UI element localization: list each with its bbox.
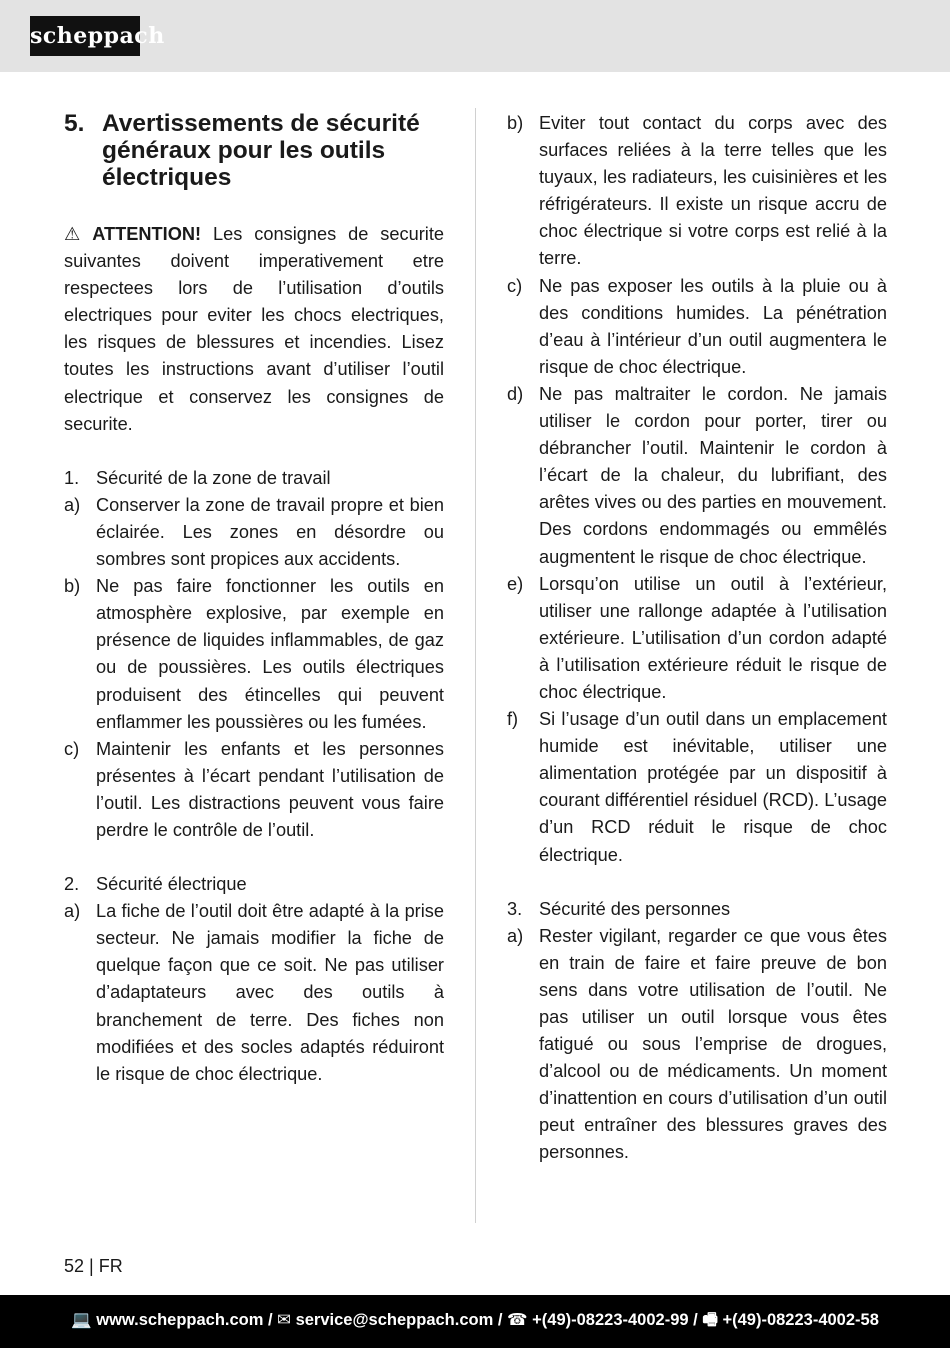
subsection-heading (507, 896, 887, 923)
subsection-heading (64, 465, 444, 492)
item-text: Conserver la zone de travail propre et bien éclairée. Les zones en désordre ou sombres sont propices aux accidents. (96, 494, 444, 570)
list-item (64, 492, 444, 573)
item-label: e) (507, 573, 524, 594)
list-item (507, 923, 887, 1167)
section-number: 5. (64, 110, 85, 137)
item-text: La fiche de l’outil doit être adapté à la prise secteur. Ne jamais modifier la fiche de quelque façon que ce soit. Ne pas utiliser d’adaptateurs avec des outils à branchement de terre. Des fiches non modifiées et des socles adaptés réduiront le risque de choc électrique. (96, 901, 444, 1084)
page-info (64, 1256, 123, 1277)
list-item (64, 736, 444, 844)
item-text: Ne pas faire fonctionner les outils en atmosphère explosive, par exemple en présence de liquides inflammables, de gaz ou de poussières. Les outils électriques produisent des étincelles qui peuvent enflammer les poussières ou les fumées. (96, 576, 444, 732)
item-label: f) (507, 709, 519, 730)
item-label: a) (64, 494, 81, 515)
column-divider (475, 108, 476, 1223)
item-label: b) (507, 113, 524, 133)
right-column (507, 110, 887, 1167)
left-column (64, 110, 444, 1088)
subsection-title: Sécurité des personnes (539, 898, 731, 919)
item-text: Maintenir les enfants et les personnes présentes à l’écart pendant l’utilisation de l’outil. Les distractions peuvent vous faire perdre le contrôle de l’outil. (96, 738, 444, 840)
warning-paragraph (64, 221, 444, 438)
subsection-title: Sécurité électrique (96, 874, 247, 895)
page-separator: | (89, 1256, 94, 1276)
list-item (507, 571, 887, 706)
item-text: Si l’usage d’un outil dans un emplacement humide est inévitable, utiliser une alimentation protégée par un dispositif à courant différentiel résiduel (RCD). L’usage d’un RCD réduit le risque de choc électrique. (539, 709, 887, 865)
item-label: c) (507, 275, 523, 296)
footer-contact-bar: 💻 www.scheppach.com / ✉ service@scheppach.com / ☎ +(49)-08223-4002-99 / 🖷 +(49)-08223-4002-58 (0, 1295, 950, 1348)
item-text: Eviter tout contact du corps avec des surfaces reliées à la terre telles que les tuyaux, les radiateurs, les cuisinières et les réfrigérateurs. Il existe un risque accru de choc électrique si votre corps est relié à la terre. (539, 113, 887, 269)
list-item (507, 273, 887, 381)
section-electrical (64, 871, 444, 1088)
item-label: d) (507, 383, 524, 404)
subsection-number: 1. (64, 467, 80, 488)
subsection-heading (64, 871, 444, 898)
list-item (507, 381, 887, 571)
list-item (64, 898, 444, 1088)
item-text: Ne pas maltraiter le cordon. Ne jamais utiliser le cordon pour porter, tirer ou débrancher l’outil. Maintenir le cordon à l’écart de la chaleur, du lubrifiant, des arêtes vives ou des parties en mouvement. Des cordons endommagés ou emmêlés augmentent le risque de choc électrique. (539, 383, 887, 567)
section-work-area (64, 465, 444, 844)
section-title (64, 110, 444, 191)
list-item (64, 573, 444, 736)
header-bar (0, 0, 950, 72)
brand-logo: scheppach (30, 16, 140, 56)
item-text: Rester vigilant, regarder ce que vous êtes en train de faire et faire preuve de bon sens dans votre utilisation de l’outil. Ne pas utiliser un outil lorsque vous êtes fatigué ou sous l’emprise de drogues, d’alcool ou de médicaments. Un moment d’inattention en cours d’utilisation d’un outil peut entraîner des blessures graves des personnes. (539, 925, 887, 1163)
list-item (507, 706, 887, 869)
item-text: Ne pas exposer les outils à la pluie ou à des conditions humides. La pénétration d’eau à l’intérieur d’un outil augmentera le risque de choc électrique. (539, 275, 887, 377)
warning-label: ATTENTION! (92, 224, 202, 244)
subsection-number: 3. (507, 898, 523, 919)
item-text: Lorsqu’on utilise un outil à l’extérieur, utiliser une rallonge adaptée à l’utilisation extérieure. L’utilisation d’un cordon adapté à l’utilisation extérieure réduit le risque de choc électrique. (539, 573, 887, 702)
section-personal-safety (507, 896, 887, 1167)
section-title-text: Avertissements de sécurité généraux pour les outils électriques (102, 110, 420, 191)
item-label: c) (64, 738, 80, 759)
warning-icon: ⚠ (64, 224, 81, 244)
list-item (507, 110, 887, 273)
page-number: 52 (64, 1256, 85, 1276)
page-language: FR (98, 1256, 123, 1276)
item-label: a) (64, 901, 81, 922)
subsection-title: Sécurité de la zone de travail (96, 467, 331, 488)
subsection-number: 2. (64, 874, 80, 895)
item-label: a) (507, 925, 524, 946)
warning-text: Les consignes de securite suivantes doivent imperativement etre respectees lors de l’utilisation d’outils electriques pour eviter les chocs electriques, les risques de blessures et incendies. Lisez toutes les instructions avant d’utiliser l’outil electrique et conservez les consignes de securite. (64, 224, 444, 434)
item-label: b) (64, 576, 81, 597)
